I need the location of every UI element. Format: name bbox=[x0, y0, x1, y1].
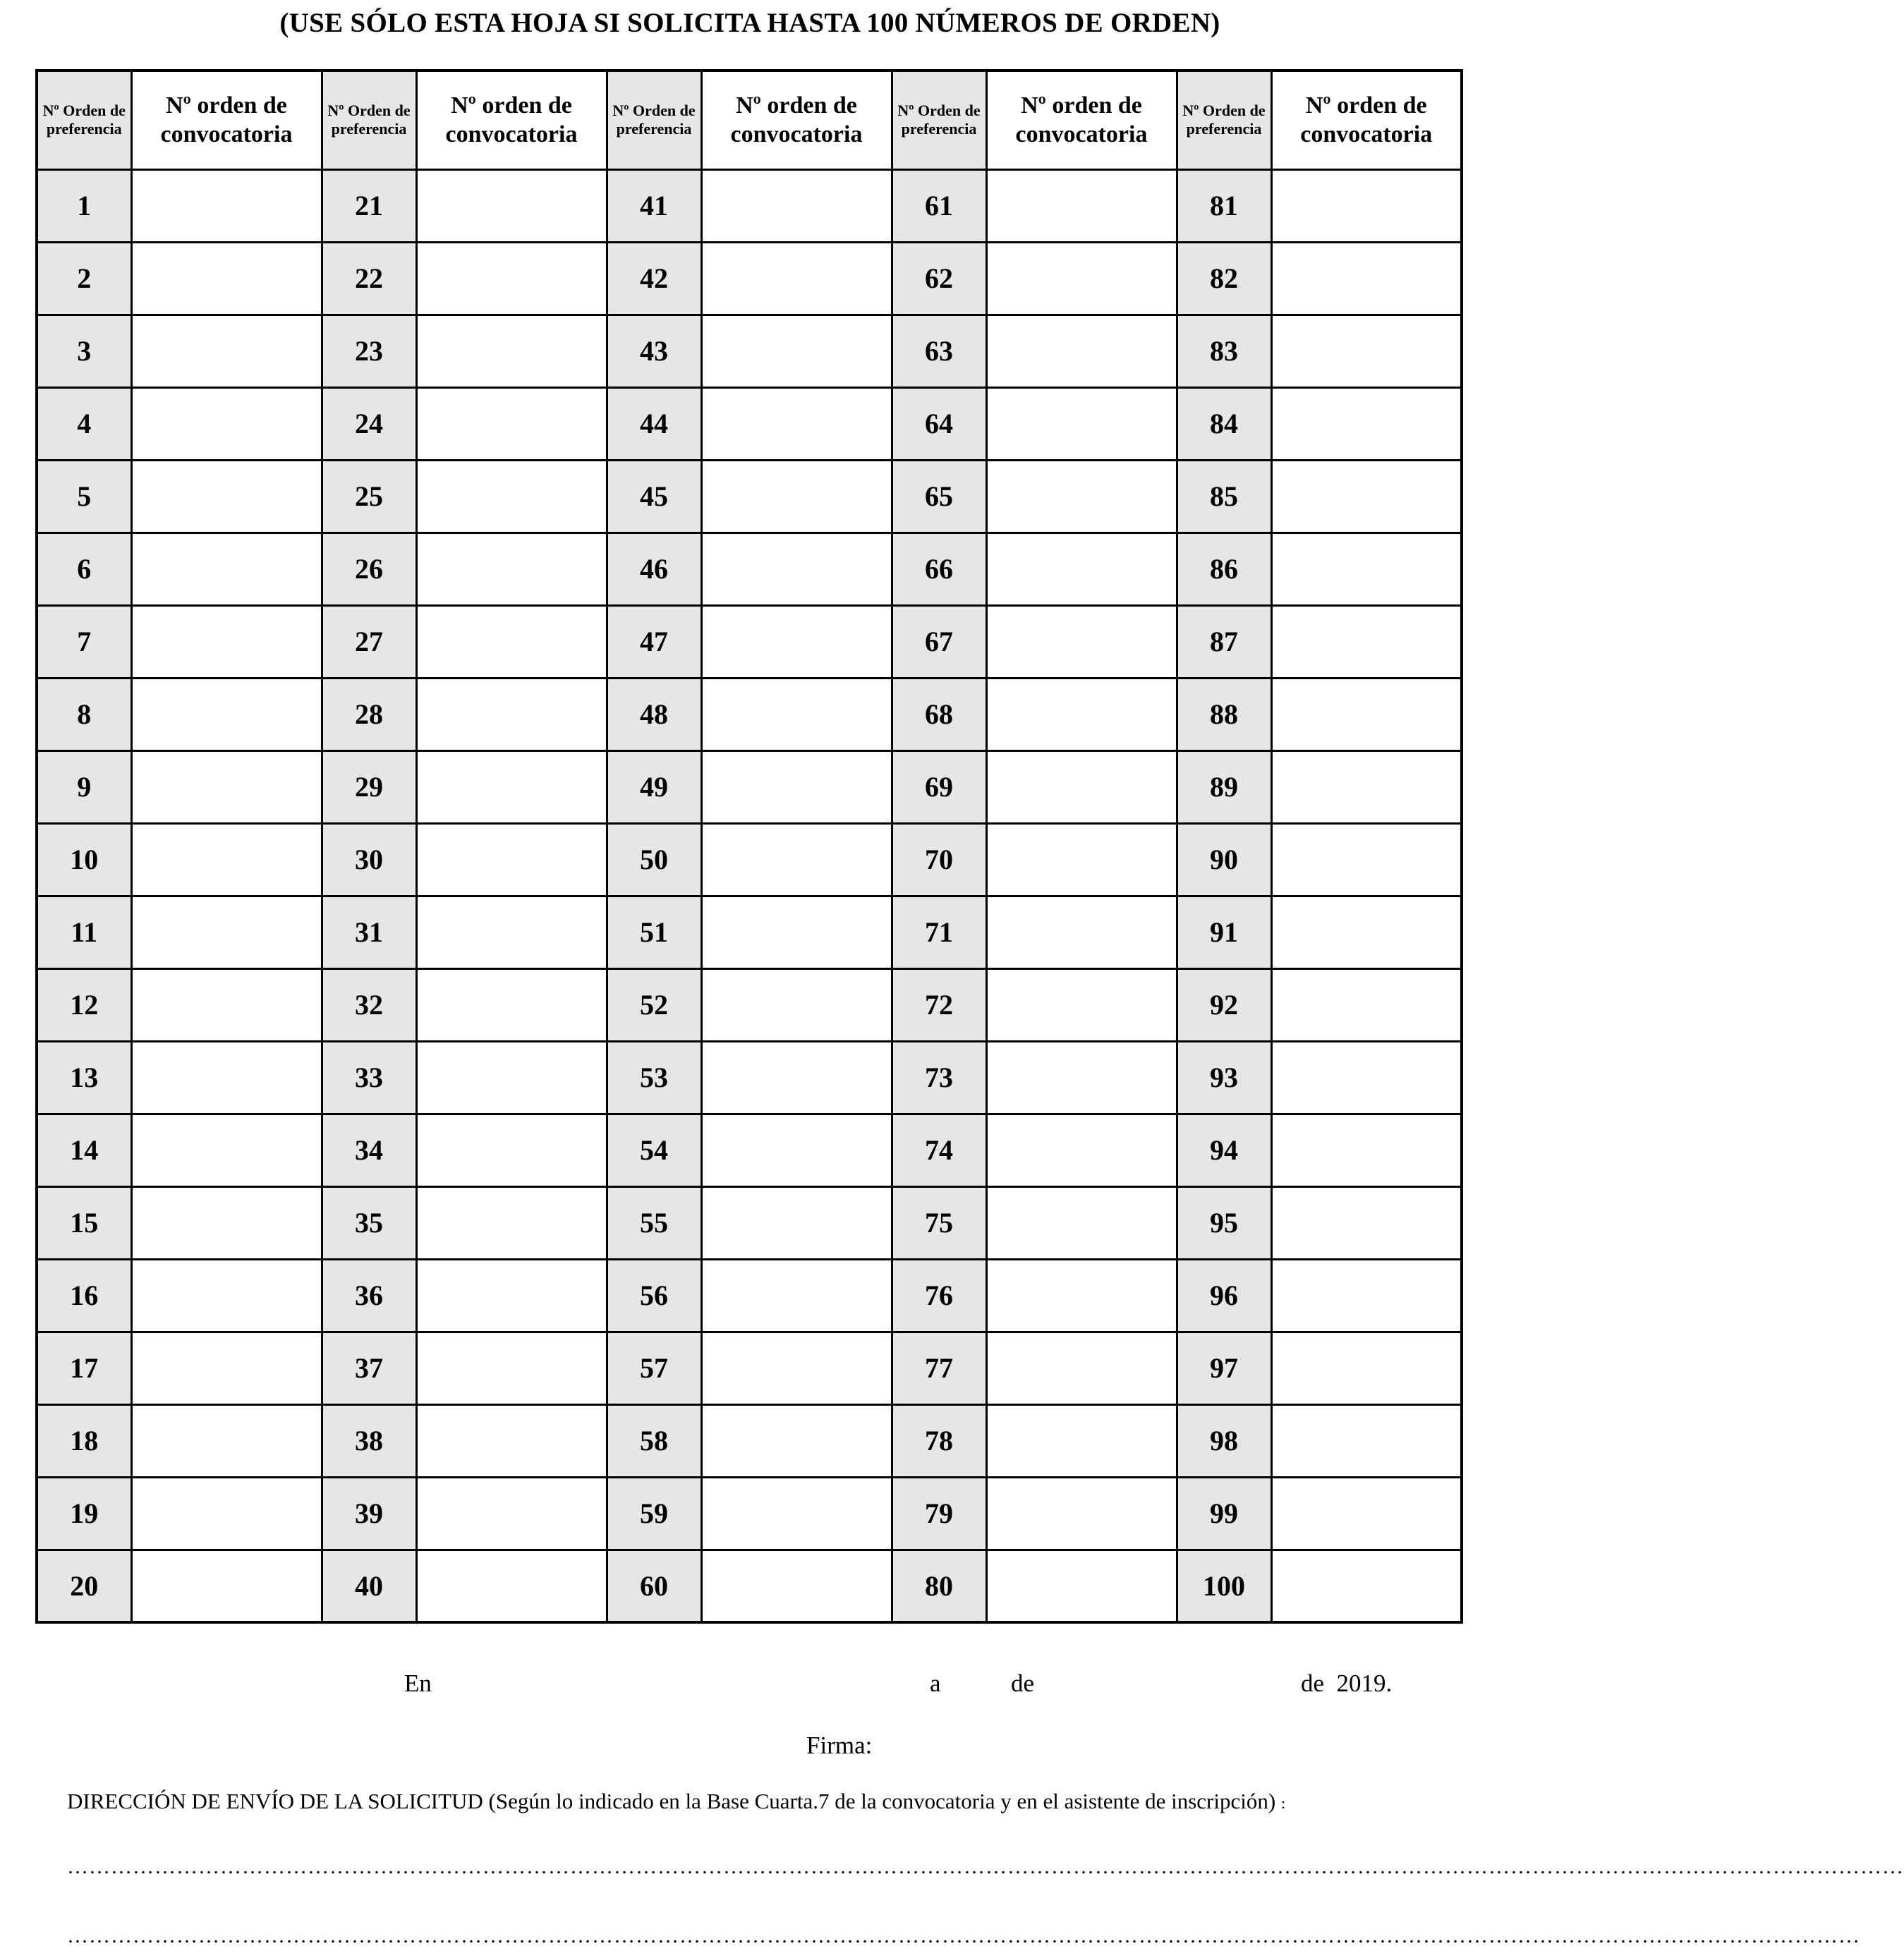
call-order-entry-cell[interactable] bbox=[1271, 678, 1462, 750]
call-order-entry-cell[interactable] bbox=[701, 1114, 892, 1186]
header-preference-order: Nº Orden de preferencia bbox=[1177, 71, 1271, 169]
call-order-entry-cell[interactable] bbox=[701, 315, 892, 387]
preference-number-cell: 99 bbox=[1177, 1477, 1271, 1550]
preference-number-cell: 47 bbox=[607, 605, 701, 678]
header-call-order: Nº orden de convocatoria bbox=[416, 71, 607, 169]
preference-number-cell: 69 bbox=[892, 750, 986, 823]
place-label: En bbox=[404, 1670, 432, 1697]
table-row bbox=[37, 1186, 1462, 1259]
table-row bbox=[37, 1332, 1462, 1404]
call-order-entry-cell[interactable] bbox=[1271, 968, 1462, 1041]
preference-number-cell: 72 bbox=[892, 968, 986, 1041]
preference-number-cell: 70 bbox=[892, 823, 986, 896]
preference-number-cell: 5 bbox=[37, 460, 131, 533]
call-order-entry-cell[interactable] bbox=[701, 533, 892, 605]
table-row bbox=[37, 460, 1462, 533]
call-order-entry-cell[interactable] bbox=[416, 678, 607, 750]
header-call-order: Nº orden de convocatoria bbox=[986, 71, 1177, 169]
call-order-entry-cell[interactable] bbox=[416, 169, 607, 242]
table-row bbox=[37, 1114, 1462, 1186]
preference-number-cell: 57 bbox=[607, 1332, 701, 1404]
header-preference-order: Nº Orden de preferencia bbox=[892, 71, 986, 169]
preference-number-cell: 48 bbox=[607, 678, 701, 750]
call-order-entry-cell[interactable] bbox=[986, 387, 1177, 460]
call-order-entry-cell[interactable] bbox=[131, 1550, 322, 1622]
preference-number-cell: 33 bbox=[322, 1041, 416, 1114]
call-order-entry-cell[interactable] bbox=[131, 896, 322, 968]
call-order-entry-cell[interactable] bbox=[131, 242, 322, 315]
call-order-entry-cell[interactable] bbox=[701, 1332, 892, 1404]
table-row bbox=[37, 242, 1462, 315]
preference-number-cell: 35 bbox=[322, 1186, 416, 1259]
preference-number-cell: 16 bbox=[37, 1259, 131, 1332]
call-order-entry-cell[interactable] bbox=[1271, 387, 1462, 460]
call-order-entry-cell[interactable] bbox=[131, 1186, 322, 1259]
call-order-entry-cell[interactable] bbox=[986, 1404, 1177, 1477]
header-preference-order: Nº Orden de preferencia bbox=[322, 71, 416, 169]
call-order-entry-cell[interactable] bbox=[701, 1477, 892, 1550]
header-call-order: Nº orden de convocatoria bbox=[131, 71, 322, 169]
call-order-entry-cell[interactable] bbox=[986, 1477, 1177, 1550]
call-order-entry-cell[interactable] bbox=[986, 750, 1177, 823]
call-order-entry-cell[interactable] bbox=[416, 460, 607, 533]
call-order-entry-cell[interactable] bbox=[416, 1114, 607, 1186]
preference-number-cell: 8 bbox=[37, 678, 131, 750]
preference-number-cell: 82 bbox=[1177, 242, 1271, 315]
call-order-entry-cell[interactable] bbox=[986, 1259, 1177, 1332]
call-order-entry-cell[interactable] bbox=[131, 315, 322, 387]
call-order-entry-cell[interactable] bbox=[701, 387, 892, 460]
call-order-entry-cell[interactable] bbox=[1271, 823, 1462, 896]
call-order-entry-cell[interactable] bbox=[131, 823, 322, 896]
table-row bbox=[37, 387, 1462, 460]
preference-number-cell: 24 bbox=[322, 387, 416, 460]
preference-number-cell: 63 bbox=[892, 315, 986, 387]
preference-number-cell: 9 bbox=[37, 750, 131, 823]
sending-address-text: DIRECCIÓN DE ENVÍO DE LA SOLICITUD (Según lo indicado en la Base Cuarta.7 de la convocatoria y en el asistente de inscripción) bbox=[67, 1789, 1276, 1813]
preference-number-cell: 10 bbox=[37, 823, 131, 896]
call-order-entry-cell[interactable] bbox=[701, 1259, 892, 1332]
preference-number-cell: 59 bbox=[607, 1477, 701, 1550]
header-call-order: Nº orden de convocatoria bbox=[701, 71, 892, 169]
call-order-entry-cell[interactable] bbox=[701, 169, 892, 242]
preference-number-cell: 81 bbox=[1177, 169, 1271, 242]
call-order-entry-cell[interactable] bbox=[1271, 1041, 1462, 1114]
preference-number-cell: 87 bbox=[1177, 605, 1271, 678]
preference-number-cell: 89 bbox=[1177, 750, 1271, 823]
page-title: (USE SÓLO ESTA HOJA SI SOLICITA HASTA 100 NÚMEROS DE ORDEN) bbox=[279, 8, 1220, 38]
call-order-entry-cell[interactable] bbox=[701, 678, 892, 750]
call-order-entry-cell[interactable] bbox=[416, 1041, 607, 1114]
preference-number-cell: 62 bbox=[892, 242, 986, 315]
call-order-entry-cell[interactable] bbox=[986, 1550, 1177, 1622]
preference-table bbox=[35, 69, 1463, 1624]
call-order-entry-cell[interactable] bbox=[986, 1114, 1177, 1186]
preference-number-cell: 32 bbox=[322, 968, 416, 1041]
table-row bbox=[37, 823, 1462, 896]
preference-number-cell: 93 bbox=[1177, 1041, 1271, 1114]
preference-number-cell: 74 bbox=[892, 1114, 986, 1186]
call-order-entry-cell[interactable] bbox=[131, 605, 322, 678]
preference-number-cell: 12 bbox=[37, 968, 131, 1041]
call-order-entry-cell[interactable] bbox=[416, 823, 607, 896]
call-order-entry-cell[interactable] bbox=[416, 605, 607, 678]
call-order-entry-cell[interactable] bbox=[701, 1550, 892, 1622]
address-line-1: ……………………………………………………………………………………………………………………………………………………………………………………………………………………………… bbox=[67, 1855, 1904, 1878]
preference-number-cell: 78 bbox=[892, 1404, 986, 1477]
preference-number-cell: 45 bbox=[607, 460, 701, 533]
preference-number-cell: 18 bbox=[37, 1404, 131, 1477]
preference-number-cell: 39 bbox=[322, 1477, 416, 1550]
preference-number-cell: 19 bbox=[37, 1477, 131, 1550]
preference-number-cell: 83 bbox=[1177, 315, 1271, 387]
call-order-entry-cell[interactable] bbox=[416, 1550, 607, 1622]
signature-label: Firma: bbox=[806, 1732, 873, 1759]
preference-number-cell: 75 bbox=[892, 1186, 986, 1259]
call-order-entry-cell[interactable] bbox=[416, 242, 607, 315]
header-preference-order: Nº Orden de preferencia bbox=[37, 71, 131, 169]
preference-number-cell: 55 bbox=[607, 1186, 701, 1259]
preference-number-cell: 29 bbox=[322, 750, 416, 823]
month-label: de bbox=[1011, 1670, 1035, 1697]
preference-number-cell: 28 bbox=[322, 678, 416, 750]
preference-number-cell: 27 bbox=[322, 605, 416, 678]
preference-number-cell: 94 bbox=[1177, 1114, 1271, 1186]
preference-number-cell: 98 bbox=[1177, 1404, 1271, 1477]
header-preference-order: Nº Orden de preferencia bbox=[607, 71, 701, 169]
call-order-entry-cell[interactable] bbox=[416, 1477, 607, 1550]
call-order-entry-cell[interactable] bbox=[131, 750, 322, 823]
call-order-entry-cell[interactable] bbox=[701, 750, 892, 823]
table-row bbox=[37, 315, 1462, 387]
table-row bbox=[37, 1477, 1462, 1550]
call-order-entry-cell[interactable] bbox=[986, 968, 1177, 1041]
call-order-entry-cell[interactable] bbox=[131, 1114, 322, 1186]
preference-number-cell: 86 bbox=[1177, 533, 1271, 605]
preference-number-cell: 1 bbox=[37, 169, 131, 242]
table-row bbox=[37, 1550, 1462, 1622]
preference-number-cell: 95 bbox=[1177, 1186, 1271, 1259]
table-row bbox=[37, 896, 1462, 968]
day-label: a bbox=[930, 1670, 941, 1697]
call-order-entry-cell[interactable] bbox=[416, 1332, 607, 1404]
table-row bbox=[37, 750, 1462, 823]
call-order-entry-cell[interactable] bbox=[986, 896, 1177, 968]
table-header-row bbox=[37, 71, 1462, 169]
preference-number-cell: 14 bbox=[37, 1114, 131, 1186]
preference-number-cell: 6 bbox=[37, 533, 131, 605]
call-order-entry-cell[interactable] bbox=[986, 678, 1177, 750]
preference-number-cell: 43 bbox=[607, 315, 701, 387]
call-order-entry-cell[interactable] bbox=[701, 968, 892, 1041]
preference-number-cell: 97 bbox=[1177, 1332, 1271, 1404]
preference-number-cell: 54 bbox=[607, 1114, 701, 1186]
call-order-entry-cell[interactable] bbox=[131, 1259, 322, 1332]
call-order-entry-cell[interactable] bbox=[986, 823, 1177, 896]
sending-address-colon: : bbox=[1280, 1794, 1286, 1812]
call-order-entry-cell[interactable] bbox=[131, 678, 322, 750]
preference-number-cell: 76 bbox=[892, 1259, 986, 1332]
preference-number-cell: 15 bbox=[37, 1186, 131, 1259]
preference-number-cell: 90 bbox=[1177, 823, 1271, 896]
address-line-2: ………………………………………………………………………………………………………………………………………………………………………………………………………………………… bbox=[67, 1924, 1860, 1947]
preference-number-cell: 91 bbox=[1177, 896, 1271, 968]
preference-number-cell: 30 bbox=[322, 823, 416, 896]
call-order-entry-cell[interactable] bbox=[131, 968, 322, 1041]
preference-number-cell: 13 bbox=[37, 1041, 131, 1114]
call-order-entry-cell[interactable] bbox=[986, 533, 1177, 605]
preference-number-cell: 100 bbox=[1177, 1550, 1271, 1622]
call-order-entry-cell[interactable] bbox=[986, 1332, 1177, 1404]
preference-number-cell: 88 bbox=[1177, 678, 1271, 750]
preference-number-cell: 77 bbox=[892, 1332, 986, 1404]
preference-number-cell: 58 bbox=[607, 1404, 701, 1477]
preference-number-cell: 79 bbox=[892, 1477, 986, 1550]
year-label: de 2019. bbox=[1301, 1670, 1393, 1697]
preference-number-cell: 20 bbox=[37, 1550, 131, 1622]
table-row bbox=[37, 968, 1462, 1041]
table-row bbox=[37, 1404, 1462, 1477]
call-order-entry-cell[interactable] bbox=[416, 1259, 607, 1332]
call-order-entry-cell[interactable] bbox=[701, 1041, 892, 1114]
preference-number-cell: 61 bbox=[892, 169, 986, 242]
call-order-entry-cell[interactable] bbox=[986, 315, 1177, 387]
call-order-entry-cell[interactable] bbox=[416, 1404, 607, 1477]
call-order-entry-cell[interactable] bbox=[1271, 533, 1462, 605]
call-order-entry-cell[interactable] bbox=[1271, 460, 1462, 533]
preference-number-cell: 68 bbox=[892, 678, 986, 750]
preference-number-cell: 65 bbox=[892, 460, 986, 533]
table-body bbox=[37, 169, 1462, 1622]
call-order-entry-cell[interactable] bbox=[701, 1186, 892, 1259]
preference-number-cell: 3 bbox=[37, 315, 131, 387]
call-order-entry-cell[interactable] bbox=[1271, 1259, 1462, 1332]
call-order-entry-cell[interactable] bbox=[416, 533, 607, 605]
preference-number-cell: 37 bbox=[322, 1332, 416, 1404]
call-order-entry-cell[interactable] bbox=[131, 1404, 322, 1477]
preference-number-cell: 50 bbox=[607, 823, 701, 896]
table-row bbox=[37, 169, 1462, 242]
preference-number-cell: 11 bbox=[37, 896, 131, 968]
sending-address-instruction bbox=[67, 1788, 1432, 1817]
call-order-entry-cell[interactable] bbox=[131, 1332, 322, 1404]
preference-number-cell: 66 bbox=[892, 533, 986, 605]
preference-number-cell: 42 bbox=[607, 242, 701, 315]
preference-number-cell: 2 bbox=[37, 242, 131, 315]
call-order-entry-cell[interactable] bbox=[701, 896, 892, 968]
call-order-entry-cell[interactable] bbox=[416, 750, 607, 823]
preference-number-cell: 60 bbox=[607, 1550, 701, 1622]
preference-number-cell: 40 bbox=[322, 1550, 416, 1622]
call-order-entry-cell[interactable] bbox=[701, 242, 892, 315]
preference-number-cell: 51 bbox=[607, 896, 701, 968]
header-call-order: Nº orden de convocatoria bbox=[1271, 71, 1462, 169]
preference-number-cell: 31 bbox=[322, 896, 416, 968]
call-order-entry-cell[interactable] bbox=[131, 1041, 322, 1114]
call-order-entry-cell[interactable] bbox=[131, 387, 322, 460]
call-order-entry-cell[interactable] bbox=[1271, 1404, 1462, 1477]
preference-number-cell: 52 bbox=[607, 968, 701, 1041]
call-order-entry-cell[interactable] bbox=[416, 968, 607, 1041]
preference-number-cell: 56 bbox=[607, 1259, 701, 1332]
call-order-entry-cell[interactable] bbox=[701, 460, 892, 533]
preference-number-cell: 22 bbox=[322, 242, 416, 315]
table-row bbox=[37, 678, 1462, 750]
preference-number-cell: 17 bbox=[37, 1332, 131, 1404]
call-order-entry-cell[interactable] bbox=[1271, 605, 1462, 678]
preference-number-cell: 38 bbox=[322, 1404, 416, 1477]
preference-number-cell: 7 bbox=[37, 605, 131, 678]
preference-number-cell: 34 bbox=[322, 1114, 416, 1186]
call-order-entry-cell[interactable] bbox=[986, 169, 1177, 242]
call-order-entry-cell[interactable] bbox=[131, 460, 322, 533]
call-order-entry-cell[interactable] bbox=[701, 823, 892, 896]
call-order-entry-cell[interactable] bbox=[1271, 315, 1462, 387]
preference-number-cell: 71 bbox=[892, 896, 986, 968]
call-order-entry-cell[interactable] bbox=[416, 896, 607, 968]
preference-number-cell: 36 bbox=[322, 1259, 416, 1332]
preference-number-cell: 53 bbox=[607, 1041, 701, 1114]
call-order-entry-cell[interactable] bbox=[1271, 896, 1462, 968]
table-row bbox=[37, 533, 1462, 605]
preference-number-cell: 41 bbox=[607, 169, 701, 242]
call-order-entry-cell[interactable] bbox=[986, 242, 1177, 315]
preference-number-cell: 44 bbox=[607, 387, 701, 460]
preference-number-cell: 84 bbox=[1177, 387, 1271, 460]
call-order-entry-cell[interactable] bbox=[131, 533, 322, 605]
call-order-entry-cell[interactable] bbox=[1271, 169, 1462, 242]
call-order-entry-cell[interactable] bbox=[416, 1186, 607, 1259]
preference-number-cell: 73 bbox=[892, 1041, 986, 1114]
table-row bbox=[37, 605, 1462, 678]
preference-number-cell: 96 bbox=[1177, 1259, 1271, 1332]
call-order-entry-cell[interactable] bbox=[986, 460, 1177, 533]
preference-number-cell: 67 bbox=[892, 605, 986, 678]
call-order-entry-cell[interactable] bbox=[986, 1186, 1177, 1259]
call-order-entry-cell[interactable] bbox=[701, 605, 892, 678]
call-order-entry-cell[interactable] bbox=[131, 1477, 322, 1550]
call-order-entry-cell[interactable] bbox=[1271, 750, 1462, 823]
preference-number-cell: 25 bbox=[322, 460, 416, 533]
call-order-entry-cell[interactable] bbox=[131, 169, 322, 242]
call-order-entry-cell[interactable] bbox=[416, 387, 607, 460]
call-order-entry-cell[interactable] bbox=[1271, 1550, 1462, 1622]
call-order-entry-cell[interactable] bbox=[1271, 1477, 1462, 1550]
call-order-entry-cell[interactable] bbox=[1271, 242, 1462, 315]
call-order-entry-cell[interactable] bbox=[1271, 1114, 1462, 1186]
preference-number-cell: 26 bbox=[322, 533, 416, 605]
call-order-entry-cell[interactable] bbox=[416, 315, 607, 387]
preference-number-cell: 64 bbox=[892, 387, 986, 460]
preference-number-cell: 23 bbox=[322, 315, 416, 387]
preference-number-cell: 4 bbox=[37, 387, 131, 460]
preference-number-cell: 49 bbox=[607, 750, 701, 823]
preference-number-cell: 80 bbox=[892, 1550, 986, 1622]
preference-number-cell: 85 bbox=[1177, 460, 1271, 533]
call-order-entry-cell[interactable] bbox=[1271, 1332, 1462, 1404]
table-row bbox=[37, 1259, 1462, 1332]
call-order-entry-cell[interactable] bbox=[1271, 1186, 1462, 1259]
call-order-entry-cell[interactable] bbox=[986, 1041, 1177, 1114]
call-order-entry-cell[interactable] bbox=[701, 1404, 892, 1477]
preference-number-cell: 92 bbox=[1177, 968, 1271, 1041]
preference-number-cell: 21 bbox=[322, 169, 416, 242]
call-order-entry-cell[interactable] bbox=[986, 605, 1177, 678]
preference-number-cell: 46 bbox=[607, 533, 701, 605]
table-row bbox=[37, 1041, 1462, 1114]
